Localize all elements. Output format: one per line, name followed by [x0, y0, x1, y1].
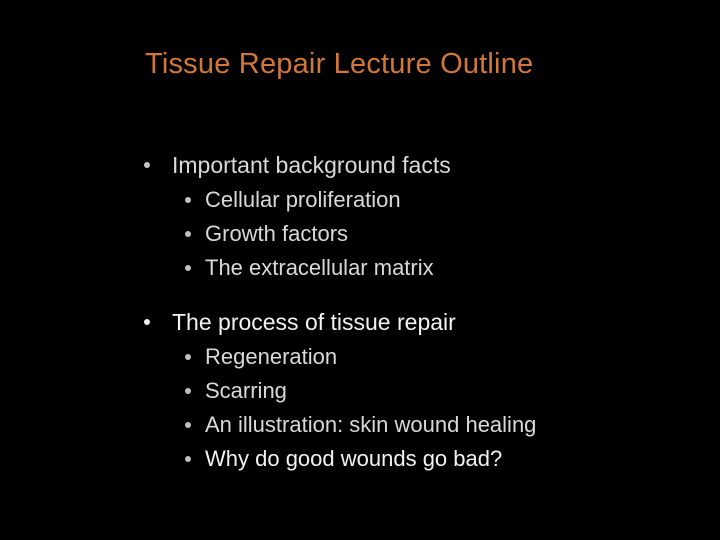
sub-item-label: Cellular proliferation [205, 187, 401, 212]
sub-item-label: The extracellular matrix [205, 255, 434, 280]
bullet-dot-icon [144, 162, 150, 168]
section-heading: Important background facts [172, 151, 451, 178]
sub-list-item [143, 340, 703, 374]
outline-section-background [143, 147, 703, 285]
bullet-dot-icon [185, 197, 191, 203]
sub-item-label: Regeneration [205, 344, 338, 369]
sub-list-item [143, 442, 703, 476]
section-heading: The process of tissue repair [172, 308, 456, 335]
sub-list-item [143, 251, 703, 285]
sub-item-label: Why do good wounds go bad? [205, 446, 503, 471]
bullet-dot-icon [185, 456, 191, 462]
sub-item-label: Growth factors [205, 221, 349, 246]
bullet-dot-icon [185, 354, 191, 360]
bullet-dot-icon [185, 231, 191, 237]
sub-list-item [143, 217, 703, 251]
sub-list-item [143, 183, 703, 217]
bullet-dot-icon [185, 422, 191, 428]
sub-item-label: An illustration: skin wound healing [205, 412, 537, 437]
sub-item-label: Scarring [205, 378, 287, 403]
bullet-dot-icon [185, 388, 191, 394]
bullet-dot-icon [185, 265, 191, 271]
list-item [143, 147, 703, 183]
outline-section-process [143, 304, 703, 476]
list-item [143, 304, 703, 340]
sub-list-item [143, 408, 703, 442]
slide-title: Tissue Repair Lecture Outline [145, 48, 534, 80]
outline-list [143, 147, 703, 495]
bullet-dot-icon [144, 319, 150, 325]
sub-list-item [143, 374, 703, 408]
